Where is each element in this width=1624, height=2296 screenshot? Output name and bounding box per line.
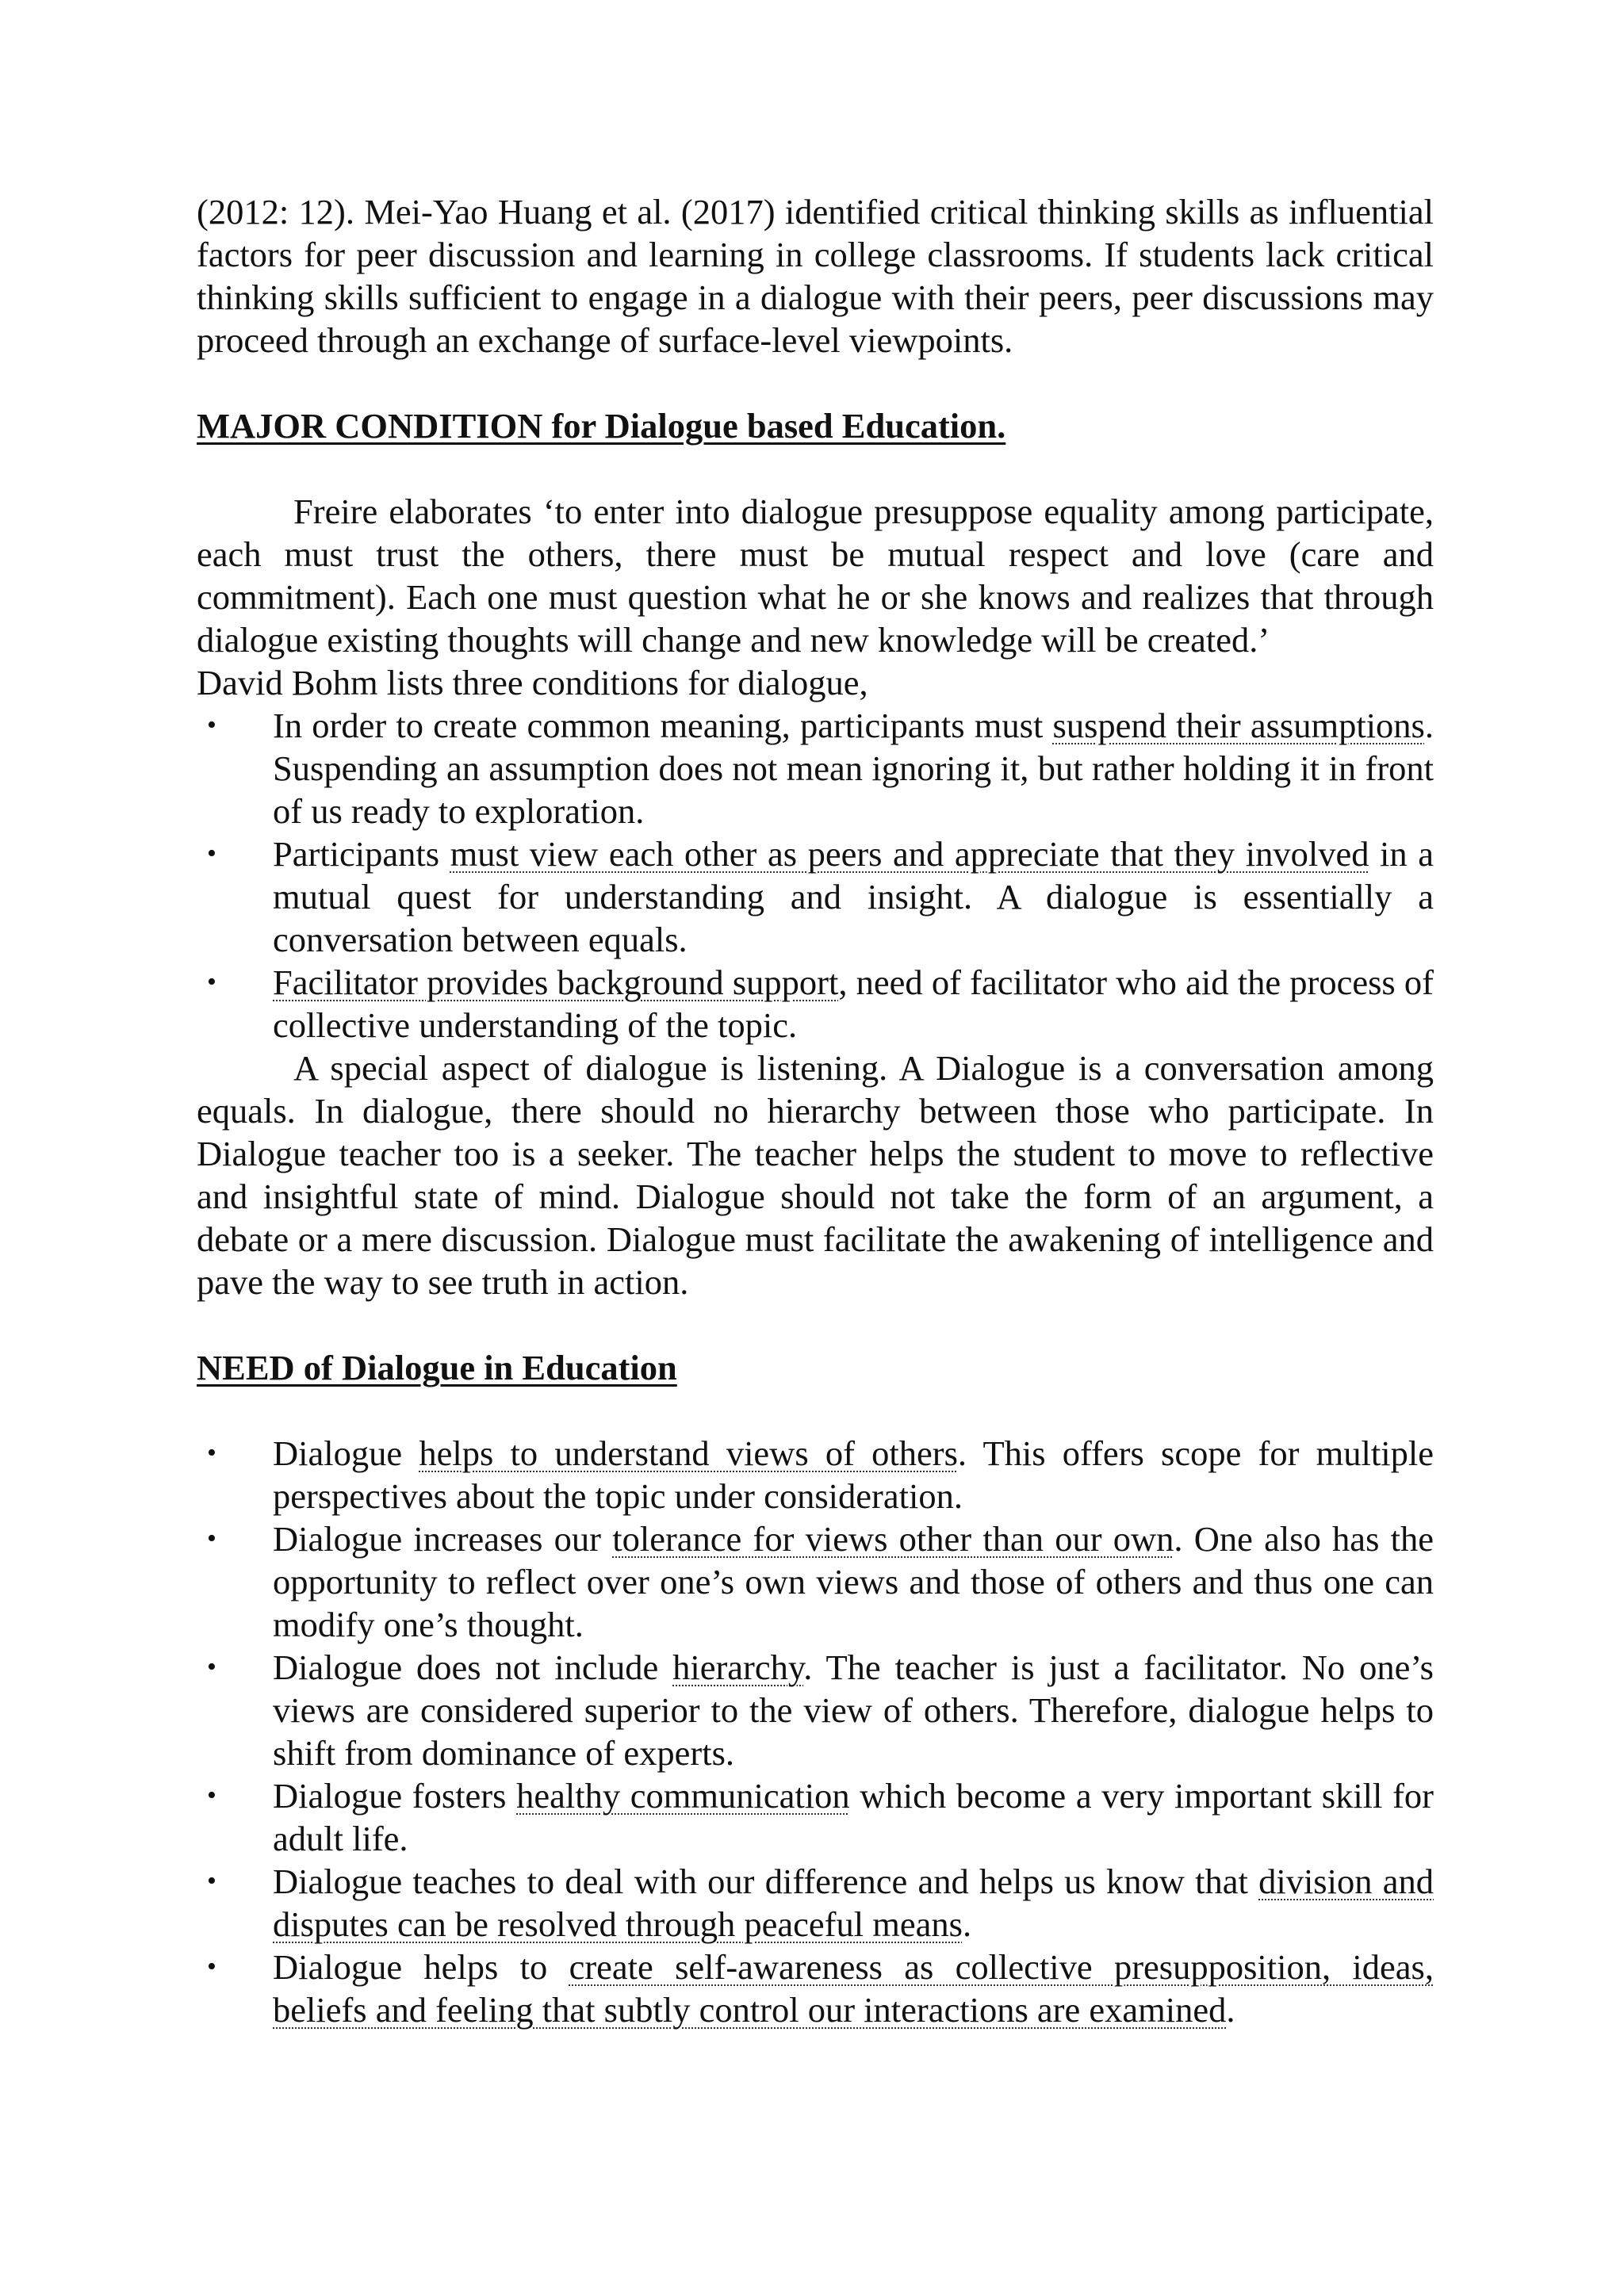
bullet-icon: • <box>207 1438 216 1468</box>
item-text: In order to create common meaning, participants must <box>273 706 1053 745</box>
item-text: . One also has the opportunity to reflect over one’s own views and those of others and thus one can modify one’s thought. <box>273 1519 1434 1644</box>
underlined-phrase: division and disputes can be resolved through peaceful means <box>273 1862 1434 1944</box>
item-text: in a mutual quest for understanding and insight. A dialogue is essentially a conversation between equals. <box>273 834 1434 959</box>
item-text: . This offers scope for multiple perspectives about the topic under consideration. <box>273 1433 1434 1516</box>
item-text: Dialogue fosters <box>273 1776 517 1816</box>
bullet-icon: • <box>207 1952 216 1981</box>
bullet-icon: • <box>207 839 216 868</box>
underlined-phrase: tolerance for views other than our own <box>612 1519 1174 1559</box>
underlined-phrase: suspend their assumptions <box>1052 706 1425 745</box>
listening-paragraph: A special aspect of dialogue is listening. A Dialogue is a conversation among equals. In dialogue, there should no hierarchy between those who participate. In Dialogue teacher too is a seeker. The teacher helps the student to move to reflective and insightful state of mind. Dialogue should not take the form of an argument, a debate or a mere discussion. Dialogue must facilitate the awakening of intelligence and pave the way to see truth in action. <box>197 1048 1434 1302</box>
item-text: . The teacher is just a facilitator. No one’s views are considered superior to the view of others. Therefore, dialogue helps to shift from dominance of experts. <box>273 1647 1434 1773</box>
list-item <box>197 1432 1434 1517</box>
list-item <box>197 1646 1434 1774</box>
item-text: Participants <box>273 834 450 874</box>
intro-paragraph: (2012: 12). Mei-Yao Huang et al. (2017) identified critical thinking skills as influential factors for peer discussion and learning in college classrooms. If students lack critical thinking skills sufficient to engage in a dialogue with their peers, peer discussions may proceed through an exchange of surface-level viewpoints. <box>197 192 1434 360</box>
bohm-intro: David Bohm lists three conditions for dialogue, <box>197 663 868 702</box>
list-item <box>197 704 1434 832</box>
underlined-phrase: Facilitator provides background support <box>273 962 839 1002</box>
item-text: Dialogue does not include <box>273 1647 673 1687</box>
bohm-conditions-list <box>197 704 1434 1047</box>
bullet-icon: • <box>207 1524 216 1553</box>
list-item <box>197 1860 1434 1946</box>
item-text: , need of facilitator who aid the process of collective understanding of the topic. <box>273 962 1434 1045</box>
list-item <box>197 832 1434 961</box>
bullet-icon: • <box>207 1781 216 1810</box>
section-heading-need: NEED of Dialogue in Education <box>197 1348 677 1387</box>
underlined-phrase: helps to understand views of others <box>419 1433 958 1473</box>
bullet-icon: • <box>207 1866 216 1896</box>
bullet-icon: • <box>207 710 216 740</box>
underlined-phrase: must view each other as peers and appreciate that they involved <box>450 834 1369 874</box>
item-text: Dialogue increases our <box>273 1519 613 1559</box>
underlined-phrase: healthy communication <box>516 1776 850 1816</box>
list-item <box>197 1517 1434 1646</box>
list-item <box>197 1774 1434 1860</box>
section-heading-major-condition: MAJOR CONDITION for Dialogue based Education. <box>197 406 1006 446</box>
need-list <box>197 1432 1434 2031</box>
item-text: Dialogue <box>273 1433 419 1473</box>
item-text: Dialogue helps to <box>273 1947 569 1987</box>
item-text: . Suspending an assumption does not mean ignoring it, but rather holding it in front of us ready to exploration. <box>273 706 1434 831</box>
freire-paragraph: Freire elaborates ‘to enter into dialogue presuppose equality among participate, each must trust the others, there must be mutual respect and love (care and commitment). Each one must question what he or she knows and realizes that through dialogue existing thoughts will change and new knowledge will be created.’ <box>197 492 1434 660</box>
bullet-icon: • <box>207 1652 216 1682</box>
underlined-phrase: create self-awareness as collective presupposition, ideas, beliefs and feeling that subtly control our interactions are examined <box>273 1947 1434 2030</box>
underlined-phrase: hierarchy <box>672 1647 804 1687</box>
list-item <box>197 961 1434 1047</box>
item-text: Dialogue teaches to deal with our difference and helps us know that <box>273 1862 1259 1901</box>
bullet-icon: • <box>207 967 216 997</box>
document-page <box>197 190 1434 2031</box>
item-text: . <box>962 1904 972 1944</box>
item-text: which become a very important skill for adult life. <box>273 1776 1434 1858</box>
item-text: . <box>1226 1990 1235 2030</box>
list-item <box>197 1946 1434 2031</box>
